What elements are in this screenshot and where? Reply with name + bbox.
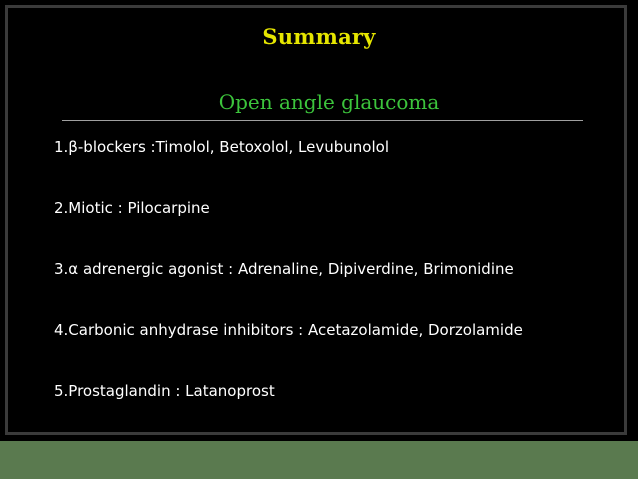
list-item: 5.Prostaglandin : Latanoprost — [54, 382, 275, 400]
list-item: 3.α adrenergic agonist : Adrenaline, Dipiverdine, Brimonidine — [54, 260, 514, 278]
slide-title: Summary — [262, 24, 376, 49]
list-item: 1.β-blockers :Timolol, Betoxolol, Levubunolol — [54, 138, 389, 156]
bottom-bar — [0, 441, 638, 479]
list-item: 2.Miotic : Pilocarpine — [54, 199, 210, 217]
drug-list — [54, 133, 523, 438]
list-item: 4.Carbonic anhydrase inhibitors : Acetazolamide, Dorzolamide — [54, 321, 523, 339]
slide-subtitle: Open angle glaucoma — [218, 90, 440, 114]
divider-line — [62, 120, 583, 121]
